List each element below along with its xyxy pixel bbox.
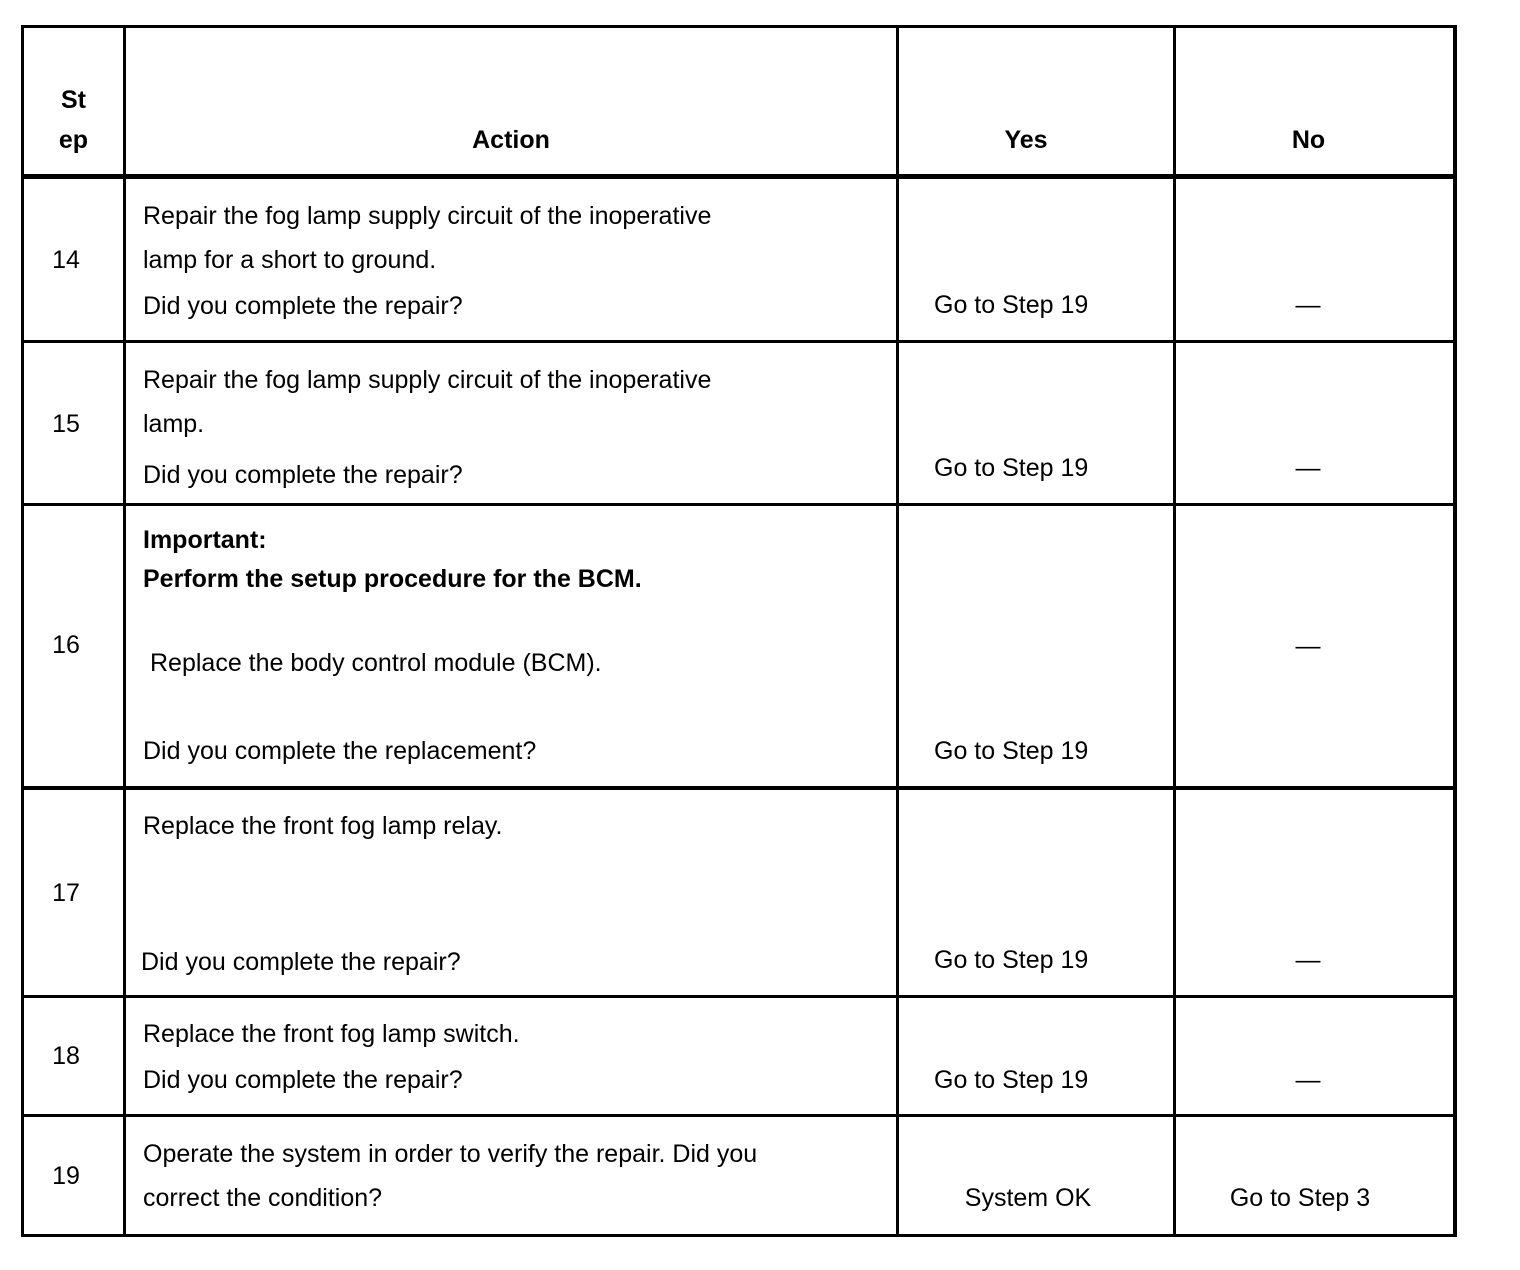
header-step <box>24 85 123 155</box>
action-text: correct the condition? <box>143 1184 383 1212</box>
yes-result: Go to Step 19 <box>934 737 1089 765</box>
header-bottom-border <box>21 174 1457 179</box>
action-text: Repair the fog lamp supply circuit of the inoperative <box>143 202 712 230</box>
important-text: Perform the setup procedure for the BCM. <box>143 565 642 593</box>
row-divider <box>21 786 1457 790</box>
table-top-border <box>21 25 1457 28</box>
header-no: No <box>1291 126 1326 154</box>
step-number: 15 <box>52 410 80 438</box>
table-right-border <box>1453 25 1457 1237</box>
action-question: Did you complete the replacement? <box>143 737 537 765</box>
column-divider <box>896 25 899 1237</box>
header-action: Action <box>472 126 550 154</box>
no-result: — <box>1295 454 1321 482</box>
row-divider <box>21 340 1457 343</box>
action-text: Operate the system in order to verify the repair. Did you <box>143 1140 758 1168</box>
no-result: — <box>1295 632 1321 660</box>
row-divider <box>21 1114 1457 1117</box>
no-result: — <box>1295 291 1321 319</box>
step-number: 19 <box>52 1162 80 1190</box>
yes-result: Go to Step 19 <box>934 946 1089 974</box>
action-text: lamp. <box>143 410 205 438</box>
action-text: lamp for a short to ground. <box>143 246 437 274</box>
action-text: Replace the body control module (BCM). <box>150 649 602 677</box>
step-number: 16 <box>52 631 80 659</box>
important-label: Important: <box>143 526 267 554</box>
yes-result: Go to Step 19 <box>934 1066 1089 1094</box>
column-divider <box>123 25 126 1237</box>
no-result: — <box>1295 1066 1321 1094</box>
step-number: 17 <box>52 879 80 907</box>
yes-result: Go to Step 19 <box>934 454 1089 482</box>
action-question: Did you complete the repair? <box>141 948 461 976</box>
header-yes: Yes <box>1004 126 1048 154</box>
no-result: Go to Step 3 <box>1229 1184 1371 1212</box>
action-text: Replace the front fog lamp relay. <box>143 812 503 840</box>
action-text: Replace the front fog lamp switch. <box>143 1020 520 1048</box>
yes-result: System OK <box>964 1184 1092 1212</box>
row-divider <box>21 995 1457 998</box>
header-step-line1: St <box>61 86 86 114</box>
step-number: 14 <box>52 246 80 274</box>
step-number: 18 <box>52 1042 80 1070</box>
row-divider <box>21 503 1457 506</box>
action-question: Did you complete the repair? <box>143 1066 463 1094</box>
action-text: Repair the fog lamp supply circuit of the inoperative <box>143 366 712 394</box>
header-step-line2: ep <box>58 126 89 154</box>
action-question: Did you complete the repair? <box>143 292 463 320</box>
action-question: Did you complete the repair? <box>143 461 463 489</box>
no-result: — <box>1295 946 1321 974</box>
yes-result: Go to Step 19 <box>934 291 1089 319</box>
table-bottom-border <box>21 1234 1457 1237</box>
